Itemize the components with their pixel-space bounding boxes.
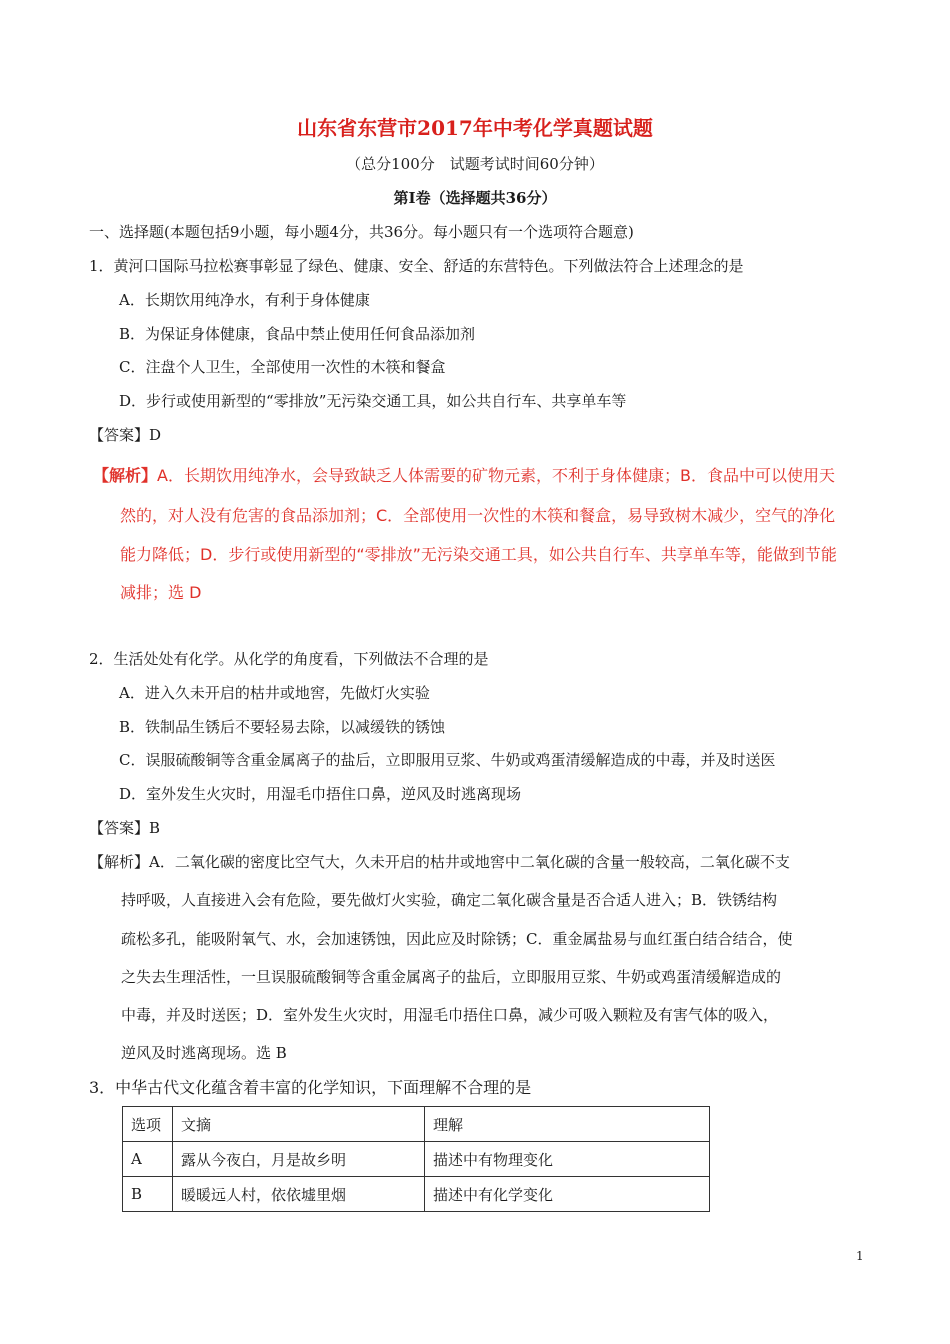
table-cell: B [123,1177,173,1212]
q1-analysis-line-4: 减排；选 D [120,583,202,602]
table-cell: A [123,1142,173,1177]
q2-analysis-line-6: 逆风及时逃离现场。选 B [121,1044,287,1062]
q2-option-d: D．室外发生火灾时，用湿毛巾捂住口鼻，逆风及时逃离现场 [119,785,522,803]
part-heading: 第Ⅰ卷（选择题共36分） [393,189,557,207]
page-title: 山东省东营市2017年中考化学真题试题 [297,116,653,140]
q1-option-b: B．为保证身体健康，食品中禁止使用任何食品添加剂 [119,325,476,343]
q1-analysis-label: 【解析】 [93,466,158,485]
q1-answer: 【答案】D [89,426,162,444]
q1-option-d: D．步行或使用新型的“零排放”无污染交通工具，如公共自行车、共享单车等 [119,392,627,410]
q3-stem: 3．中华古代文化蕴含着丰富的化学知识，下面理解不合理的是 [89,1078,532,1097]
q2-answer: 【答案】B [89,819,161,837]
q3-table [122,1106,710,1212]
table-header-cell: 文摘 [173,1107,425,1142]
q2-option-a: A．进入久未开启的枯井或地窖，先做灯火实验 [119,684,430,702]
section-intro: 一、选择题(本题包括9小题，每小题4分，共36分。每小题只有一个选项符合题意) [89,223,634,241]
q2-analysis-line-5: 中毒，并及时送医；D．室外发生火灾时，用湿毛巾捂住口鼻，减少可吸入颗粒及有害气体的吸入， [121,1006,779,1024]
table-header-cell: 理解 [425,1107,710,1142]
q2-option-b: B．铁制品生锈后不要轻易去除，以减缓铁的锈蚀 [119,718,446,736]
q2-stem: 2．生活处处有化学。从化学的角度看，下列做法不合理的是 [89,650,489,668]
table-header-cell: 选项 [123,1107,173,1142]
q2-analysis-line-3: 疏松多孔，能吸附氧气、水，会加速锈蚀，因此应及时除锈；C．重金属盐易与血红蛋白结合结合，使 [121,930,793,948]
q2-analysis-line-2: 持呼吸，人直接进入会有危险，要先做灯火实验，确定二氧化碳含量是否合适人进入；B．铁锈结构 [121,891,778,909]
table-cell: 描述中有化学变化 [425,1177,710,1212]
q1-option-a: A．长期饮用纯净水，有利于身体健康 [119,291,370,309]
table-cell: 暖暖远人村，依依墟里烟 [173,1177,425,1212]
table-row [123,1142,710,1177]
q1-analysis-line-1: 【解析】A．长期饮用纯净水，会导致缺乏人体需要的矿物元素，不利于身体健康；B．食品中可以使用天 [93,466,835,485]
table-row [123,1177,710,1212]
q2-analysis-line-4: 之失去生理活性，一旦误服硫酸铜等含重金属离子的盐后，立即服用豆浆、牛奶或鸡蛋清缓解造成的 [121,968,782,986]
q1-analysis-line-2: 然的，对人没有危害的食品添加剂；C．全部使用一次性的木筷和餐盒，易导致树木减少，空气的净化 [120,506,836,525]
q1-option-c: C．注盘个人卫生，全部使用一次性的木筷和餐盒 [119,358,446,376]
table-cell: 露从今夜白，月是故乡明 [173,1142,425,1177]
q2-analysis-line-1: 【解析】A．二氧化碳的密度比空气大，久未开启的枯井或地窖中二氧化碳的含量一般较高，二氧化碳不支 [89,853,790,871]
q1-stem: 1．黄河口国际马拉松赛事彰显了绿色、健康、安全、舒适的东营特色。下列做法符合上述理念的是 [89,257,744,275]
q1-analysis-line-3: 能力降低；D．步行或使用新型的“零排放”无污染交通工具，如公共自行车、共享单车等，能做到节能 [120,545,837,564]
q2-option-c: C．误服硫酸铜等含重金属离子的盐后，立即服用豆浆、牛奶或鸡蛋清缓解造成的中毒，并及时送医 [119,751,776,769]
page-number: 1 [856,1249,864,1263]
table-header-row [123,1107,710,1142]
table-cell: 描述中有物理变化 [425,1142,710,1177]
exam-info: （总分100分 试题考试时间60分钟） [346,155,604,173]
